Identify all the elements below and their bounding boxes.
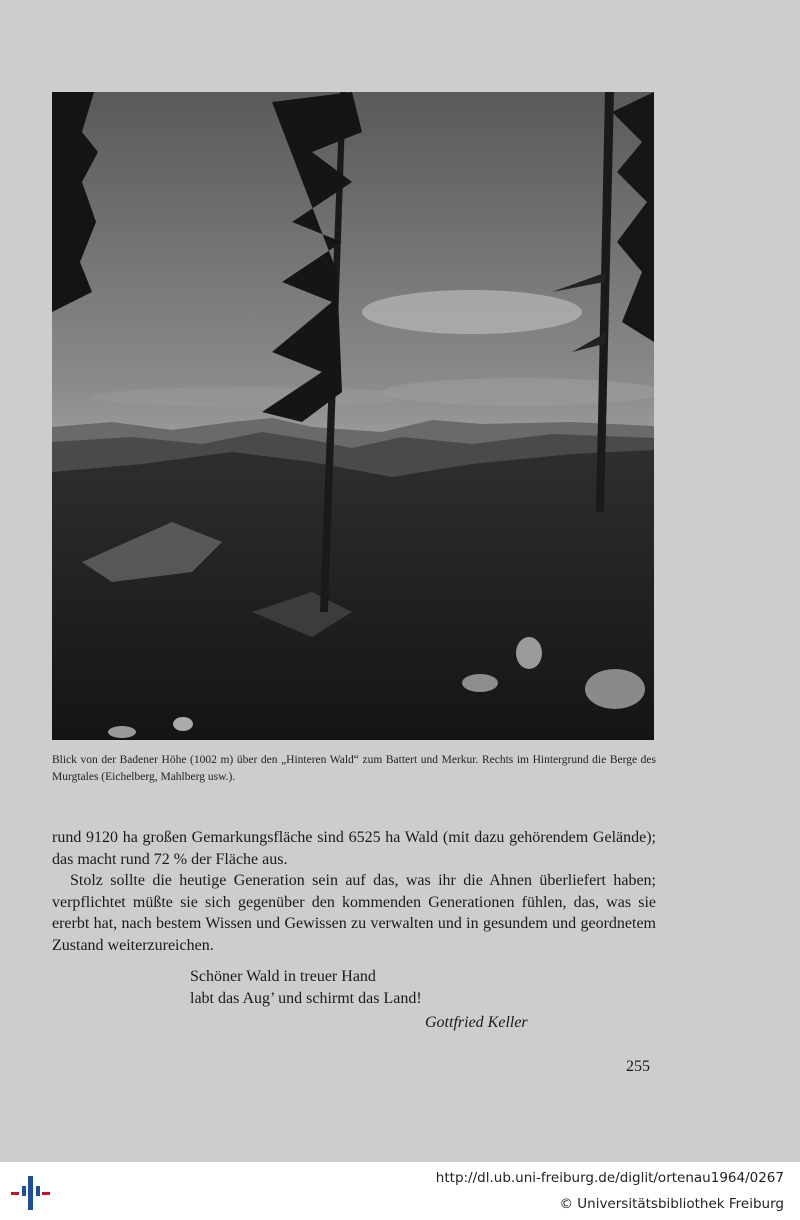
source-url-link[interactable]: http://dl.ub.uni-freiburg.de/diglit/ortenau1964/0267 xyxy=(435,1170,784,1186)
copyright-text: © Universitätsbibliothek Freiburg xyxy=(559,1196,784,1212)
library-footer xyxy=(0,1162,800,1220)
ub-freiburg-logo-icon xyxy=(8,1172,52,1212)
verse xyxy=(190,966,422,1010)
photo-caption: Blick von der Badener Höhe (1002 m) über den „Hinteren Wald“ zum Battert und Merkur. Rechts im Hintergrund die Berge des Murgtales (Eichelberg, Mahlberg usw.). xyxy=(52,754,656,783)
verse-line-2: labt das Aug’ und schirmt das Land! xyxy=(190,990,422,1007)
verse-author: Gottfried Keller xyxy=(425,1014,528,1031)
paragraph-2: Stolz sollte die heutige Generation sein auf das, was ihr die Ahnen überliefert haben; verpflichtet müßte sie sich gegenüber den kommenden Generationen fühlen, das, was sie ererbt hat, nach bestem Wissen und Gewissen zu verwalten und in gesundem und geordnetem Zustand weiterzureichen. xyxy=(52,872,656,954)
body-text xyxy=(52,827,656,956)
verse-line-1: Schöner Wald in treuer Hand xyxy=(190,968,376,985)
page-number: 255 xyxy=(626,1058,650,1075)
paragraph-1: rund 9120 ha großen Gemarkungsfläche sind 6525 ha Wald (mit dazu gehörendem Gelände); das macht rund 72 % der Fläche aus. xyxy=(52,829,656,868)
landscape-photo xyxy=(52,92,654,740)
